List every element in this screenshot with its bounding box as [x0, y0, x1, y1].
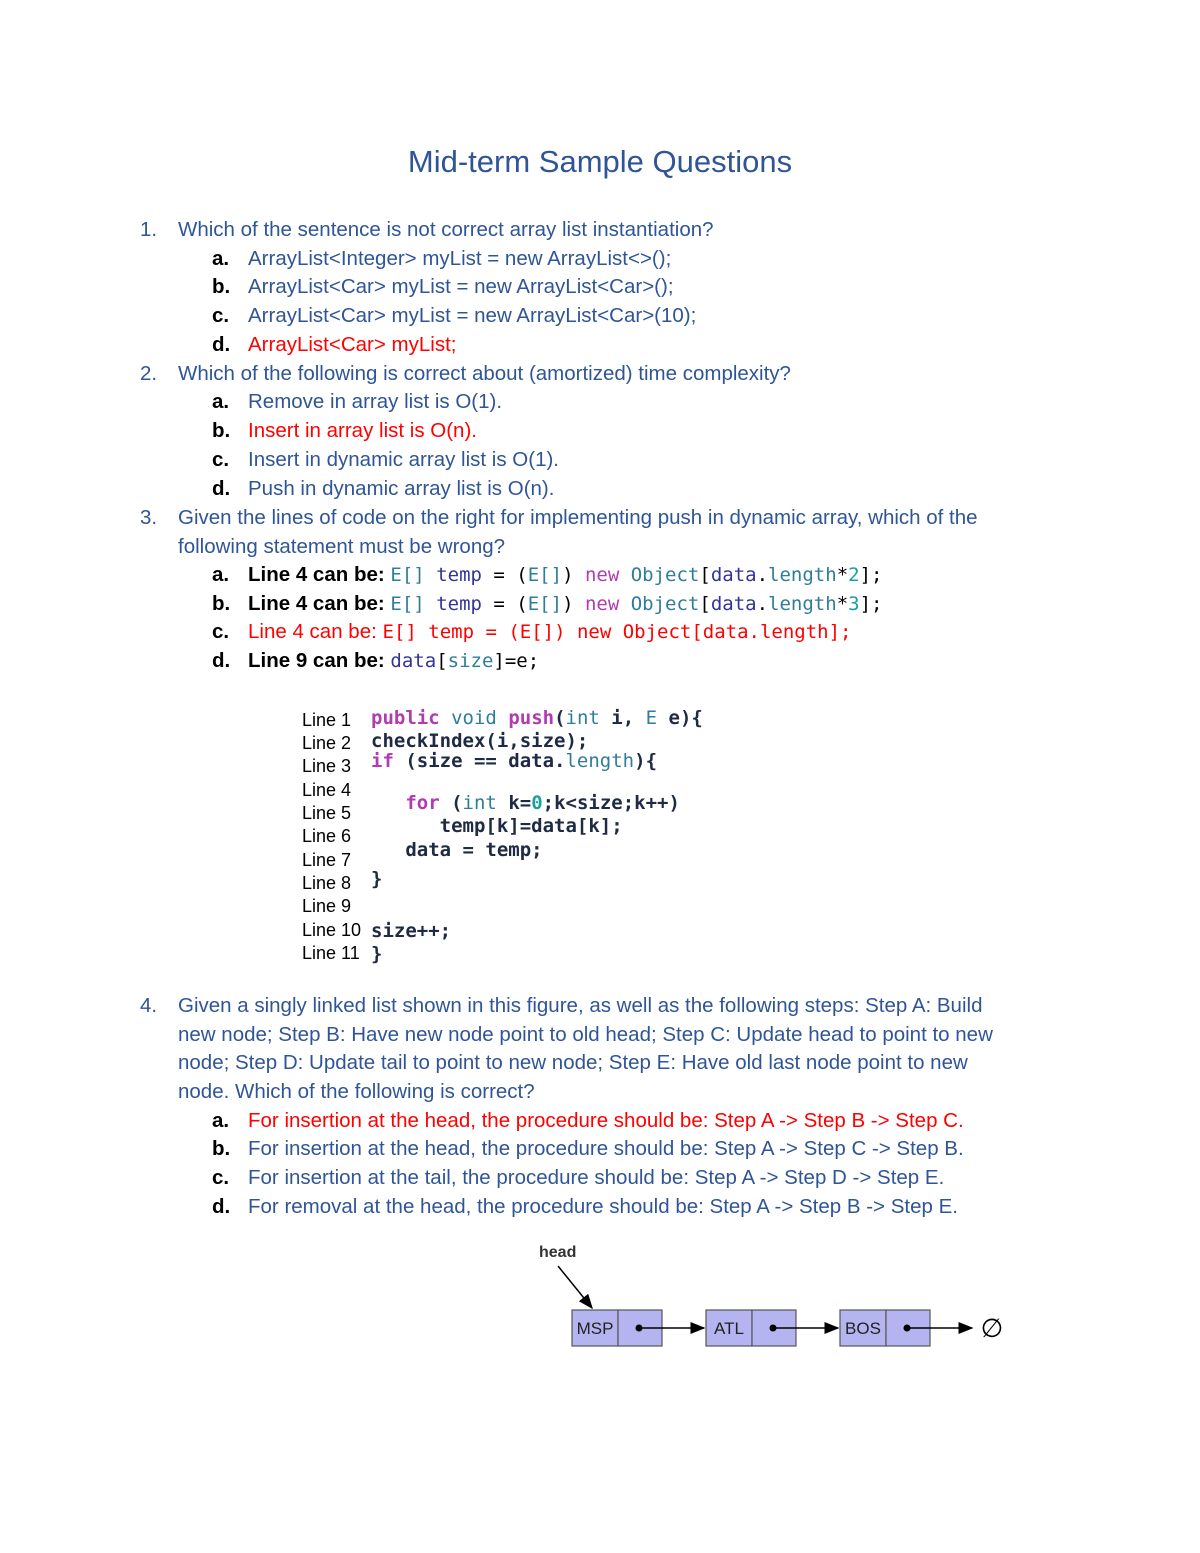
option-code: E[] temp = (E[]) new Object[data.length]; — [382, 621, 852, 643]
option-text: Insert in array list is O(n). — [248, 419, 477, 442]
code-text: checkIndex(i,size); — [371, 730, 589, 752]
code-text: data = temp; — [371, 839, 543, 861]
option-letter: b. — [212, 592, 231, 615]
option-letter: a. — [212, 1109, 230, 1132]
line-label: Line 10 — [302, 920, 362, 940]
question-text: Which of the sentence is not correct array list instantiation? — [178, 218, 714, 241]
head-label: head — [539, 1244, 577, 1261]
question-text-line-2: following statement must be wrong? — [178, 534, 506, 558]
option-text: Insert in dynamic array list is O(1). — [248, 448, 559, 471]
question-number: 1. — [140, 218, 158, 241]
question-text-line-1: Given the lines of code on the right for implementing push in dynamic array, which of the — [178, 506, 978, 529]
code-text: public void push(int i, E e){ — [371, 707, 703, 729]
question-text-line-3: node; Step D: Update tail to point to new node; Step E: Have old last node point to new — [178, 1051, 968, 1075]
node-label: MSP — [576, 1319, 614, 1338]
option-prefix: Line 4 can be: — [248, 563, 385, 586]
option-letter: a. — [212, 563, 230, 586]
option-text: ArrayList<Car> myList = new ArrayList<Car>(10); — [248, 304, 697, 327]
line-label: Line 2 — [302, 733, 352, 753]
line-label: Line 3 — [302, 756, 352, 776]
option-code: E[] temp = (E[]) new Object[data.length*3]; — [390, 593, 883, 615]
question-number: 2. — [140, 362, 158, 385]
question-text-line-1: Given a singly linked list shown in this figure, as well as the following steps: Step A: Build — [178, 994, 983, 1017]
option-letter: c. — [212, 448, 230, 471]
code-text: } — [371, 943, 383, 965]
line-label: Line 8 — [302, 873, 352, 893]
option-prefix: Line 4 can be: — [248, 592, 385, 615]
line-label: Line 4 — [302, 780, 352, 800]
option-letter: b. — [212, 419, 231, 442]
node-label: ATL — [714, 1319, 744, 1338]
line-label: Line 1 — [302, 710, 352, 730]
code-text: if (size == data.length){ — [371, 750, 658, 772]
line-label: Line 7 — [302, 850, 352, 870]
option-prefix: Line 4 can be: — [248, 620, 377, 643]
option-text: For insertion at the head, the procedure should be: Step A -> Step C -> Step B. — [248, 1137, 964, 1160]
option-text: Push in dynamic array list is O(n). — [248, 477, 555, 500]
line-label: Line 11 — [302, 943, 360, 963]
question-text-line-2: new node; Step B: Have new node point to old head; Step C: Update head to point to new — [178, 1022, 993, 1046]
option-letter: d. — [212, 649, 231, 672]
option-letter: c. — [212, 620, 230, 643]
question-text: Which of the following is correct about (amortized) time complexity? — [178, 362, 791, 385]
head-pointer-arrow — [558, 1266, 592, 1308]
option-letter: a. — [212, 247, 230, 270]
option-text: ArrayList<Integer> myList = new ArrayList<>(); — [248, 247, 672, 270]
code-text: } — [371, 868, 383, 890]
question-number: 4. — [140, 994, 158, 1017]
option-text: ArrayList<Car> myList = new ArrayList<Car>(); — [248, 275, 674, 298]
option-letter: d. — [212, 1195, 231, 1218]
page-title: Mid-term Sample Questions — [407, 144, 793, 179]
option-letter: b. — [212, 1137, 231, 1160]
null-icon: ∅ — [980, 1314, 1004, 1344]
option-letter: c. — [212, 304, 230, 327]
option-text: ArrayList<Car> myList; — [248, 333, 457, 356]
code-text: for (int k=0;k<size;k++) — [405, 792, 680, 814]
option-letter: c. — [212, 1166, 230, 1189]
option-letter: a. — [212, 390, 230, 413]
option-text: For removal at the head, the procedure should be: Step A -> Step B -> Step E. — [248, 1195, 958, 1218]
option-text: For insertion at the head, the procedure should be: Step A -> Step B -> Step C. — [248, 1109, 964, 1132]
code-text: size++; — [371, 920, 452, 942]
option-prefix: Line 9 can be: — [248, 649, 385, 672]
option-code: E[] temp = (E[]) new Object[data.length*2]; — [390, 564, 883, 586]
question-text-line-4: node. Which of the following is correct? — [178, 1080, 535, 1104]
code-text: temp[k]=data[k]; — [371, 815, 623, 837]
node-label: BOS — [845, 1319, 881, 1338]
option-text: For insertion at the tail, the procedure should be: Step A -> Step D -> Step E. — [248, 1166, 945, 1189]
option-letter: d. — [212, 333, 231, 356]
linked-list-diagram — [530, 1236, 1020, 1361]
linked-list-svg — [530, 1236, 1020, 1356]
line-label: Line 9 — [302, 896, 352, 916]
question-number: 3. — [140, 506, 158, 529]
line-label: Line 6 — [302, 826, 352, 846]
option-letter: b. — [212, 275, 231, 298]
option-code: data[size]=e; — [390, 650, 540, 672]
line-label: Line 5 — [302, 803, 352, 823]
option-letter: d. — [212, 477, 231, 500]
option-text: Remove in array list is O(1). — [248, 390, 503, 413]
